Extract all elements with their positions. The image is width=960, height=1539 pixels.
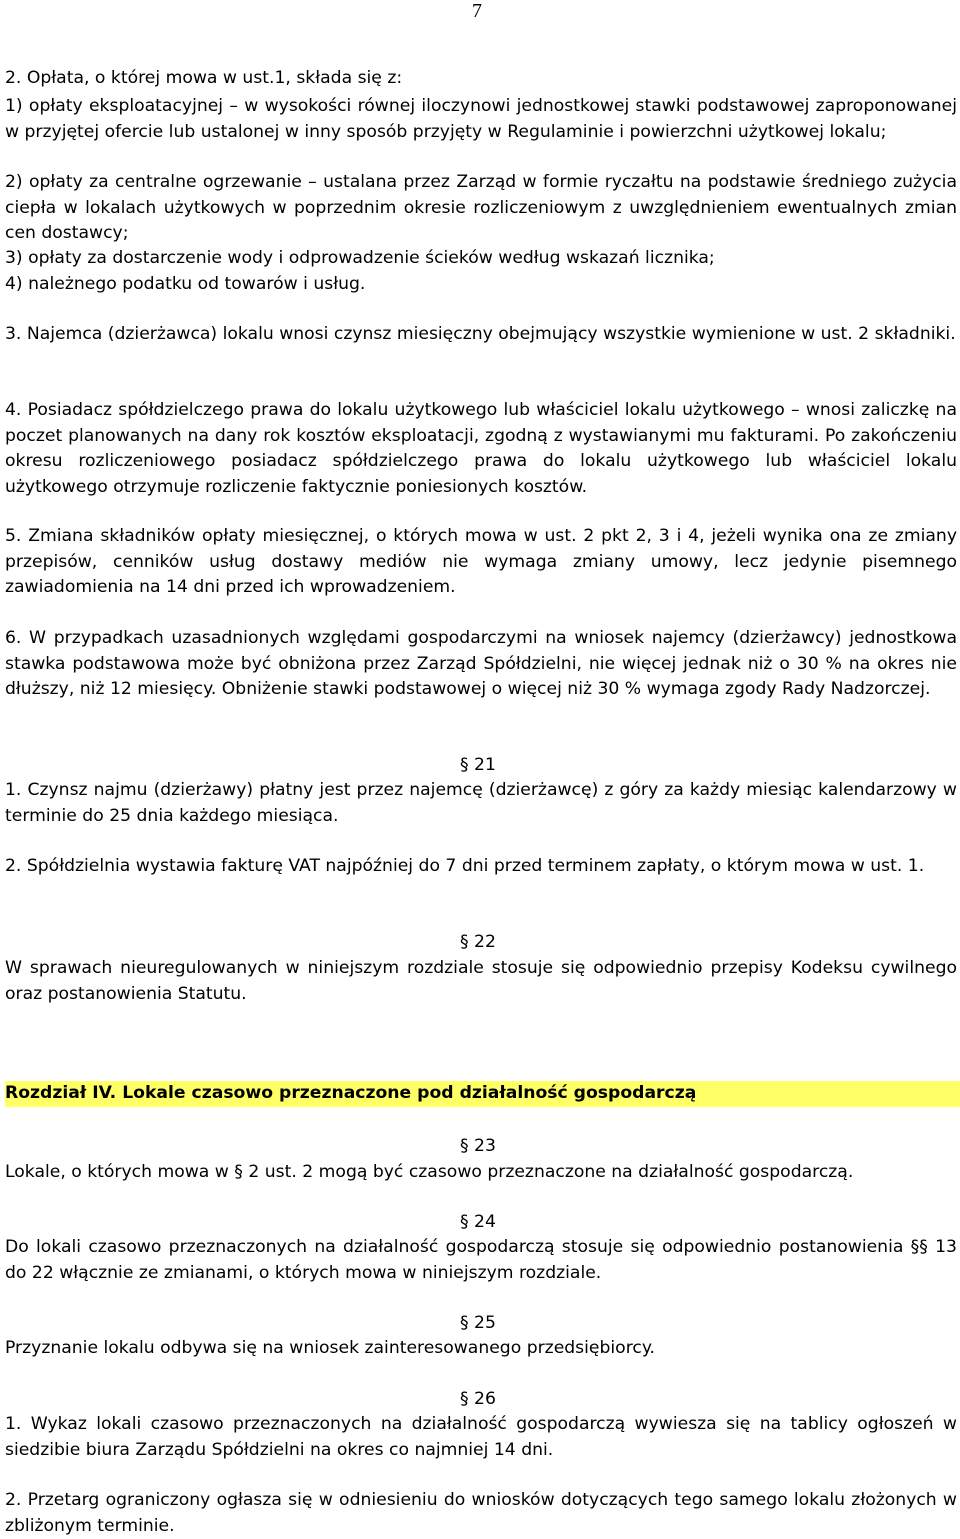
section-26-heading: § 26 [460, 1389, 496, 1409]
section-2-item-4: 4) należnego podatku od towarów i usług. [5, 274, 366, 294]
chapter-heading [5, 1081, 960, 1107]
section-21-heading: § 21 [460, 755, 496, 775]
section-24-paragraph: Do lokali czasowo przeznaczonych na działalność gospodarczą stosuje się odpowiednio postanowienia §§ 13 do 22 włącznie ze zmianami, o których mowa w niniejszym rozdziale. [5, 1237, 957, 1283]
paragraph-6: 6. W przypadkach uzasadnionych względami gospodarczymi na wniosek najemcy (dzierżawcy) jednostkowa stawka podstawowa może być obniżona przez Zarząd Spółdzielni, nie więcej jednak niż o 30 % na okres nie dłuższy, niż 12 miesięcy. Obniżenie stawki podstawowej o więcej niż 30 % wymaga zgody Rady Nadzorczej. [5, 628, 957, 699]
section-21-paragraph-1: 1. Czynsz najmu (dzierżawy) płatny jest przez najemcę (dzierżawcę) z góry za każdy miesiąc kalendarzowy w terminie do 25 dnia każdego miesiąca. [5, 780, 957, 826]
section-23-paragraph: Lokale, o których mowa w § 2 ust. 2 mogą być czasowo przeznaczone na działalność gospodarczą. [5, 1162, 854, 1182]
paragraph-5: 5. Zmiana składników opłaty miesięcznej, o których mowa w ust. 2 pkt 2, 3 i 4, jeżeli wynika ona ze zmiany przepisów, cenników usług dostawy mediów nie wymaga zmiany umowy, lecz jedynie pisemnego zawiadomienia na 14 dni przed ich wprowadzeniem. [5, 526, 957, 597]
section-23-heading: § 23 [460, 1136, 496, 1156]
chapter-title: Lokale czasowo przeznaczone pod działalność gospodarczą [122, 1083, 697, 1103]
paragraph-4: 4. Posiadacz spółdzielczego prawa do lokalu użytkowego lub właściciel lokalu użytkowego – wnosi zaliczkę na poczet planowanych na dany rok kosztów eksploatacji, zgodną z wystawianymi mu fakturami. Po zakończeniu okresu rozliczeniowego posiadacz spółdzielczego prawa do lokalu użytkowego lub właściciel lokalu użytkowego otrzymuje rozliczenie faktycznie poniesionych kosztów. [5, 400, 957, 497]
section-2-item-3: 3) opłaty za dostarczenie wody i odprowadzenie ścieków według wskazań licznika; [5, 248, 715, 268]
section-22-heading: § 22 [460, 932, 496, 952]
section-26-paragraph-1: 1. Wykaz lokali czasowo przeznaczonych na działalność gospodarczą wywiesza się na tablicy ogłoszeń w siedzibie biura Zarządu Spółdzielni na okres co najmniej 14 dni. [5, 1414, 957, 1460]
paragraph-3: 3. Najemca (dzierżawca) lokalu wnosi czynsz miesięczny obejmujący wszystkie wymienione w ust. 2 składniki. [5, 324, 956, 344]
section-2-item-2: 2) opłaty za centralne ogrzewanie – ustalana przez Zarząd w formie ryczałtu na podstawie średniego zużycia ciepła w lokalach użytkowych w poprzednim okresie rozliczeniowym z uwzględnieniem ewentualnych zmian cen dostawcy; [5, 172, 957, 243]
section-2-item-1: 1) opłaty eksploatacyjnej – w wysokości równej iloczynowi jednostkowej stawki podstawowej zaproponowanej w przyjętej ofercie lub ustalonej w inny sposób przyjęty w Regulaminie i powierzchni użytkowej lokalu; [5, 96, 957, 142]
section-26-paragraph-2: 2. Przetarg ograniczony ogłasza się w odniesieniu do wniosków dotyczących tego samego lokalu złożonych w zbliżonym terminie. [5, 1490, 957, 1536]
section-25-paragraph: Przyznanie lokalu odbywa się na wniosek zainteresowanego przedsiębiorcy. [5, 1338, 656, 1358]
section-24-heading: § 24 [460, 1212, 496, 1232]
chapter-label: Rozdział IV. [5, 1083, 117, 1103]
section-21-paragraph-2: 2. Spółdzielnia wystawia fakturę VAT najpóźniej do 7 dni przed terminem zapłaty, o którym mowa w ust. 1. [5, 856, 925, 876]
page-number: 7 [472, 0, 482, 22]
section-25-heading: § 25 [460, 1313, 496, 1333]
section-22-paragraph: W sprawach nieuregulowanych w niniejszym rozdziale stosuje się odpowiednio przepisy Kodeksu cywilnego oraz postanowienia Statutu. [5, 958, 957, 1004]
section-2-heading: 2. Opłata, o której mowa w ust.1, składa się z: [5, 68, 403, 88]
